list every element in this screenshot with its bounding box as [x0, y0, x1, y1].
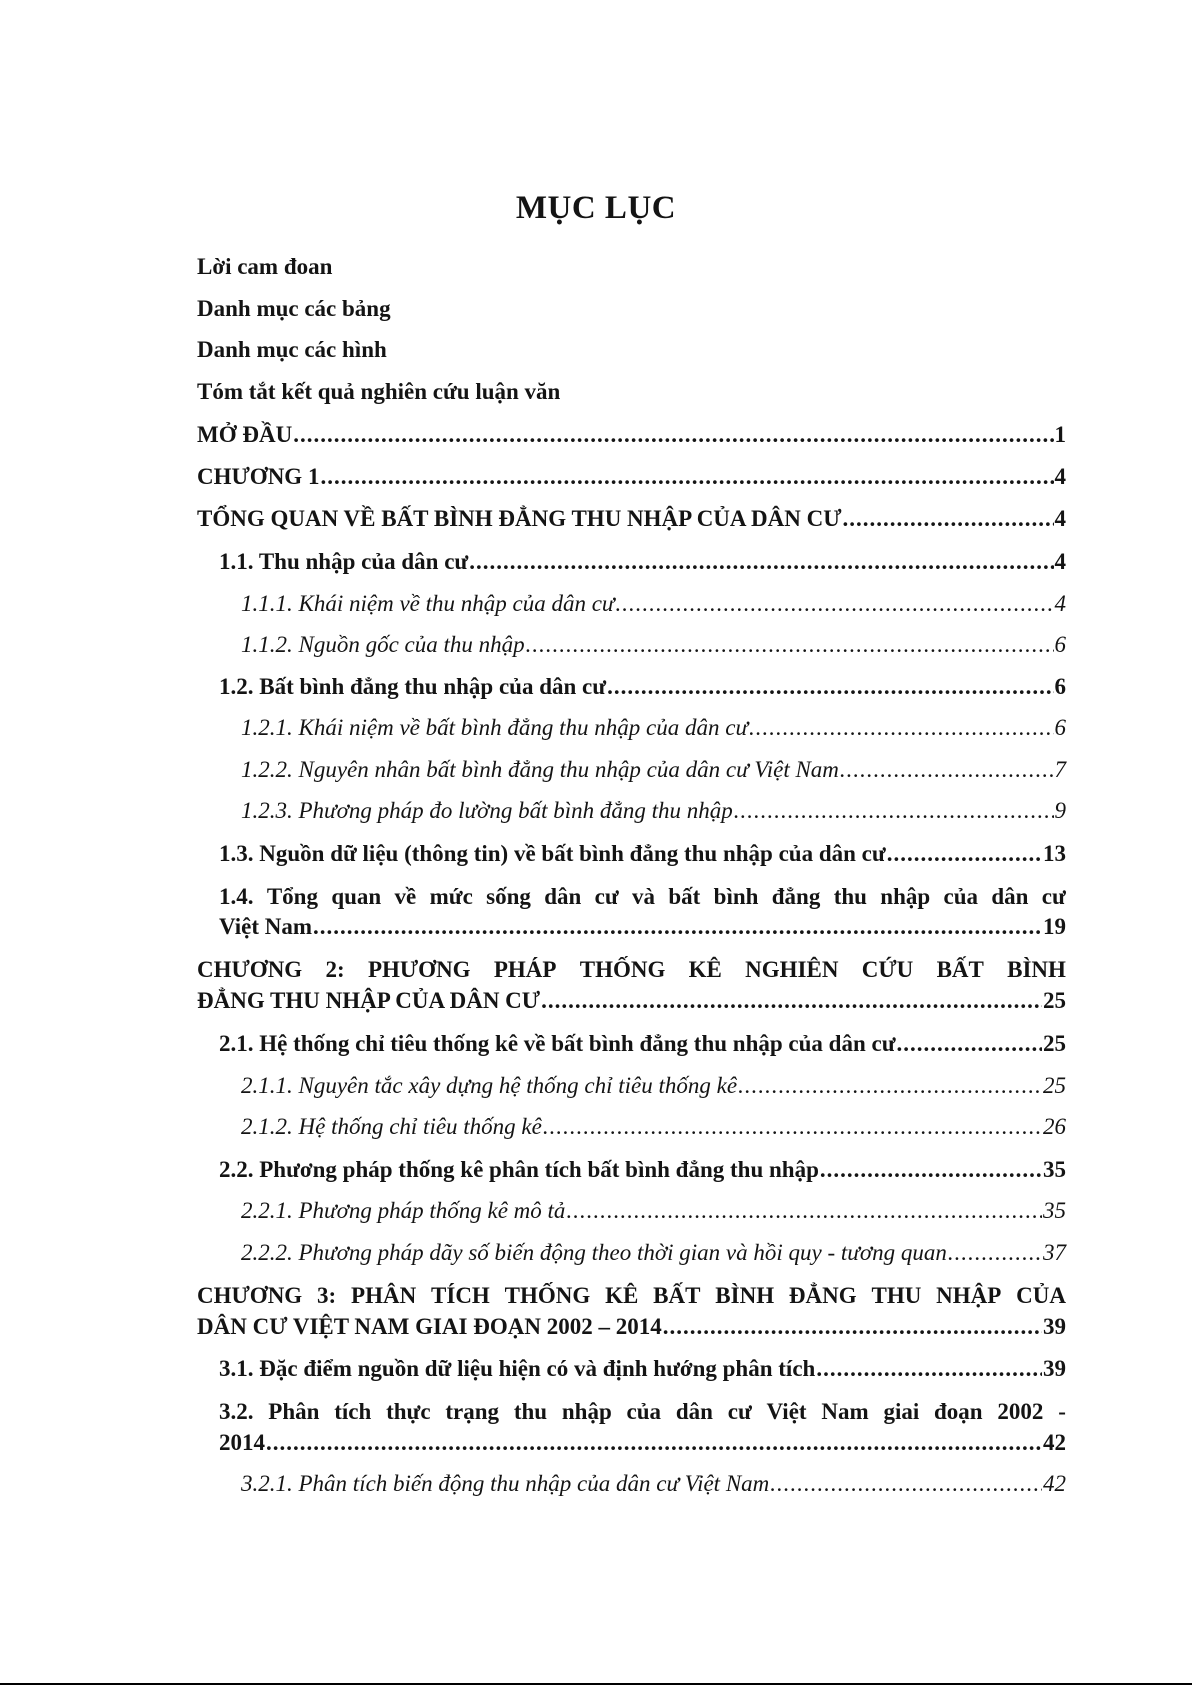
- toc-word: 3.2.: [219, 1399, 254, 1424]
- toc-word: Phân: [268, 1399, 320, 1424]
- toc-entry-line1: [219, 1397, 1066, 1427]
- toc-entry: [241, 1196, 1066, 1226]
- page-number: 25: [1043, 1031, 1066, 1056]
- toc-entry: [241, 1469, 1066, 1499]
- page-number: 9: [1054, 798, 1066, 823]
- toc-word: mức: [429, 884, 473, 909]
- toc-entry: [219, 1428, 1066, 1458]
- toc-word: Nam: [821, 1399, 869, 1424]
- dot-leader: [843, 504, 1054, 534]
- toc-word: nhập: [880, 884, 931, 909]
- dot-leader: [469, 547, 1053, 577]
- toc-label: CHƯƠNG 1: [197, 464, 320, 489]
- toc-word: thực: [386, 1399, 431, 1424]
- toc-word: NGHIÊN: [745, 957, 839, 982]
- page-number: 7: [1054, 757, 1066, 782]
- toc-word: 2:: [325, 957, 345, 982]
- toc-label: 2.2. Phương pháp thống kê phân tích bất bình đẳng thu nhập: [219, 1157, 819, 1182]
- toc-word: CHƯƠNG: [197, 1283, 303, 1308]
- toc-label: 3.1. Đặc điểm nguồn dữ liệu hiện có và định hướng phân tích: [219, 1356, 816, 1381]
- toc-word: THỐNG: [579, 957, 666, 982]
- toc-entry: [197, 1312, 1066, 1342]
- dot-leader: [615, 589, 1053, 619]
- front-matter-item: [197, 335, 387, 365]
- toc-word: quan: [331, 884, 382, 909]
- toc-label: 2.2.2. Phương pháp dãy số biến động theo thời gian và hồi quy - tương quan: [241, 1240, 947, 1265]
- dot-leader: [293, 420, 1053, 450]
- page-number: 6: [1054, 632, 1066, 657]
- page-number: 4: [1054, 591, 1066, 616]
- dot-leader: [840, 755, 1054, 785]
- dot-leader: [897, 1029, 1043, 1059]
- toc-word: CHƯƠNG: [197, 957, 303, 982]
- toc-word: THU: [871, 1283, 922, 1308]
- page-number: 4: [1054, 464, 1066, 489]
- dot-leader: [607, 672, 1053, 702]
- toc-entry: [241, 713, 1066, 743]
- toc-label: Danh mục các bảng: [197, 296, 391, 321]
- toc-label: Danh mục các hình: [197, 337, 387, 362]
- dot-leader: [749, 713, 1054, 743]
- page-number: 35: [1043, 1198, 1066, 1223]
- toc-word: ĐẲNG: [788, 1283, 857, 1308]
- toc-label: ĐẲNG THU NHẬP CỦA DÂN CƯ: [197, 988, 541, 1013]
- toc-word: PHÂN: [351, 1283, 417, 1308]
- page-number: 19: [1043, 914, 1066, 939]
- toc-entry: [219, 672, 1066, 702]
- dot-leader: [541, 986, 1042, 1016]
- toc-word: bất: [668, 884, 701, 909]
- dot-leader: [543, 1112, 1042, 1142]
- toc-label: 2014: [219, 1430, 265, 1455]
- dot-leader: [566, 1196, 1042, 1226]
- page-number: 42: [1043, 1430, 1066, 1455]
- toc-word: 3:: [317, 1283, 337, 1308]
- page-number: 26: [1043, 1114, 1066, 1139]
- toc-entry: [241, 1238, 1066, 1268]
- toc-word: NHẬP: [936, 1283, 1002, 1308]
- toc-entry: [219, 839, 1066, 869]
- toc-label: 3.2.1. Phân tích biến động thu nhập của dân cư Việt Nam: [241, 1471, 770, 1496]
- toc-label: 1.1.2. Nguồn gốc của thu nhập: [241, 632, 525, 657]
- toc-label: MỞ ĐẦU: [197, 422, 293, 447]
- toc-word: PHƯƠNG: [367, 957, 471, 982]
- toc-word: tích: [334, 1399, 372, 1424]
- toc-word: TÍCH: [431, 1283, 490, 1308]
- dot-leader: [320, 462, 1053, 492]
- toc-label: Việt Nam: [219, 914, 313, 939]
- toc-word: dân: [675, 1399, 713, 1424]
- toc-word: PHÁP: [493, 957, 557, 982]
- toc-entry-line1: [219, 882, 1066, 912]
- toc-word: -: [1058, 1399, 1066, 1424]
- front-matter-item: [197, 252, 332, 282]
- toc-label: 1.1. Thu nhập của dân cư: [219, 549, 469, 574]
- toc-word: BẤT: [936, 957, 984, 982]
- toc-entry: [219, 547, 1066, 577]
- toc-word: giai: [883, 1399, 920, 1424]
- dot-leader: [738, 1071, 1042, 1101]
- toc-word: CỨU: [861, 957, 914, 982]
- toc-label: 2.1. Hệ thống chỉ tiêu thống kê về bất bình đẳng thu nhập của dân cư: [219, 1031, 896, 1056]
- toc-entry-line1: [197, 1281, 1066, 1311]
- toc-entry: [219, 912, 1066, 942]
- page-number: 25: [1043, 1073, 1066, 1098]
- page-number: 4: [1054, 549, 1066, 574]
- toc-word: 1.4.: [219, 884, 254, 909]
- toc-word: cư: [727, 1399, 752, 1424]
- toc-word: BÌNH: [1007, 957, 1066, 982]
- toc-label: Lời cam đoan: [197, 254, 333, 279]
- toc-word: về: [394, 884, 417, 909]
- toc-word: CỦA: [1016, 1283, 1066, 1308]
- toc-label: 1.1.1. Khái niệm về thu nhập của dân cư: [241, 591, 615, 616]
- toc-entry: [197, 420, 1066, 450]
- toc-label: 2.1.1. Nguyên tắc xây dựng hệ thống chỉ tiêu thống kê: [241, 1073, 738, 1098]
- toc-entry-line1: [197, 955, 1066, 985]
- page-title: MỤC LỤC: [515, 190, 677, 226]
- toc-word: bình: [713, 884, 759, 909]
- toc-label: 1.2. Bất bình đẳng thu nhập của dân cư: [219, 674, 607, 699]
- toc-word: KÊ: [688, 957, 722, 982]
- toc-label: 1.2.3. Phương pháp đo lường bất bình đẳng thu nhập: [241, 798, 733, 823]
- toc-word: đẳng: [771, 884, 821, 909]
- front-matter-item: [197, 294, 391, 324]
- page-number: 13: [1043, 841, 1066, 866]
- toc-label: TỔNG QUAN VỀ BẤT BÌNH ĐẲNG THU NHẬP CỦA DÂN CƯ: [197, 506, 842, 531]
- page-number: 4: [1054, 506, 1066, 531]
- toc-label: 1.2.2. Nguyên nhân bất bình đẳng thu nhập của dân cư Việt Nam: [241, 757, 839, 782]
- toc-entry: [219, 1354, 1066, 1384]
- toc-entry: [241, 589, 1066, 619]
- page-number: 39: [1043, 1314, 1066, 1339]
- toc-label: 2.1.2. Hệ thống chỉ tiêu thống kê: [241, 1114, 542, 1139]
- page-number: 6: [1054, 715, 1066, 740]
- dot-leader: [663, 1312, 1042, 1342]
- page-number: 35: [1043, 1157, 1066, 1182]
- page-number: 1: [1054, 422, 1066, 447]
- toc-word: THỐNG: [504, 1283, 591, 1308]
- toc-word: cư: [1041, 884, 1066, 909]
- dot-leader: [887, 839, 1042, 869]
- page-number: 37: [1043, 1240, 1066, 1265]
- toc-word: của: [943, 884, 979, 909]
- toc-word: và: [632, 884, 656, 909]
- dot-leader: [734, 796, 1054, 826]
- toc-word: dân: [991, 884, 1029, 909]
- toc-entry: [241, 796, 1066, 826]
- toc-word: trạng: [445, 1399, 500, 1424]
- toc-word: Tổng: [266, 884, 318, 909]
- toc-entry: [241, 1071, 1066, 1101]
- toc-word: KÊ: [605, 1283, 639, 1308]
- dot-leader: [770, 1469, 1042, 1499]
- toc-word: cư: [594, 884, 619, 909]
- toc-label: Tóm tắt kết quả nghiên cứu luận văn: [197, 379, 561, 404]
- page-number: 42: [1043, 1471, 1066, 1496]
- dot-leader: [313, 912, 1042, 942]
- page-number: 25: [1043, 988, 1066, 1013]
- dot-leader: [816, 1354, 1042, 1384]
- toc-entry: [241, 755, 1066, 785]
- toc-label: 2.2.1. Phương pháp thống kê mô tả: [241, 1198, 566, 1223]
- dot-leader: [526, 630, 1054, 660]
- page-number: 6: [1054, 674, 1066, 699]
- toc-word: sống: [486, 884, 531, 909]
- toc-word: 2002: [997, 1399, 1044, 1424]
- toc-entry: [241, 630, 1066, 660]
- toc-word: thu: [513, 1399, 548, 1424]
- toc-label: DÂN CƯ VIỆT NAM GIAI ĐOẠN 2002 – 2014: [197, 1314, 662, 1339]
- toc-word: BẤT: [653, 1283, 701, 1308]
- toc-word: thu: [833, 884, 867, 909]
- toc-entry: [197, 986, 1066, 1016]
- toc-entry: [241, 1112, 1066, 1142]
- toc-word: Việt: [766, 1399, 807, 1424]
- toc-word: của: [626, 1399, 662, 1424]
- toc-word: BÌNH: [715, 1283, 775, 1308]
- toc-label: 1.3. Nguồn dữ liệu (thông tin) về bất bình đẳng thu nhập của dân cư: [219, 841, 886, 866]
- toc-label: 1.2.1. Khái niệm về bất bình đẳng thu nhập của dân cư: [241, 715, 748, 740]
- toc-word: nhập: [561, 1399, 612, 1424]
- page-number: 39: [1043, 1356, 1066, 1381]
- toc-entry: [219, 1029, 1066, 1059]
- dot-leader: [948, 1238, 1042, 1268]
- dot-leader: [266, 1428, 1042, 1458]
- toc-entry: [219, 1155, 1066, 1185]
- toc-word: đoạn: [934, 1399, 983, 1424]
- front-matter-item: [197, 377, 560, 407]
- toc-entry: [197, 504, 1066, 534]
- toc-word: dân: [544, 884, 582, 909]
- toc-entry: [197, 462, 1066, 492]
- dot-leader: [820, 1155, 1042, 1185]
